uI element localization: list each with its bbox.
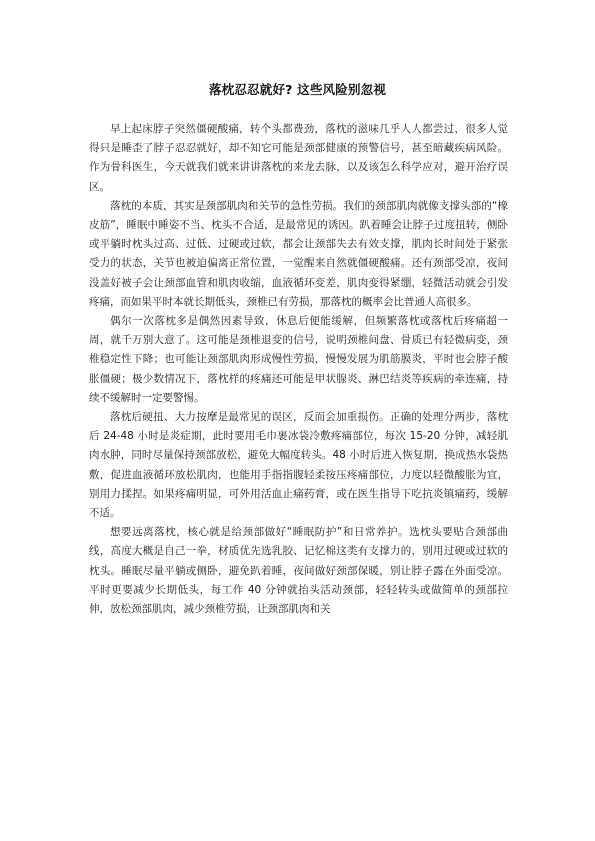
- article-body: [89, 120, 508, 619]
- paragraph-prevention: 想要远离落枕，核心就是给颈部做好“睡眠防护”和日常养护。选枕头要贴合颈部曲线，高度大概是自己一拳，材质优先选乳胶、记忆棉这类有支撑力的，别用过硬或过软的枕头。睡眠尽量平躺或侧卧，避免趴着睡，夜间做好颈部保暖，别让脖子露在外面受凉。平时更要减少长期低头，每工作 40 分钟就抬头活动颈部，轻轻转头或做简单的颈部拉伸，放松颈部肌肉，减少颈椎劳损，让颈部肌肉和关: [89, 526, 508, 616]
- paragraph-causes: 落枕的本质，其实是颈部肌肉和关节的急性劳损。我们的颈部肌肉就像支撑头部的“橡皮筋”，睡眠中睡姿不当、枕头不合适，是最常见的诱因。趴着睡会让脖子过度扭转，侧卧或平躺时枕头过高、过低、过硬或过软，都会让颈部失去有效支撑，肌肉长时间处于紧张受力的状态，关节也被迫偏离正常位置，一觉醒来自然就僵硬酸痛。还有颈部受凉，夜间没盖好被子会让颈部血管和肌肉收缩，血液循环变差，肌肉变得紧绷，轻微活动就会引发疼痛，而如果平时本就长期低头，颈椎已有劳损，那落枕的概率会比普通人高很多。: [89, 199, 508, 308]
- paragraph-intro: 早上起床脖子突然僵硬酸痛，转个头都费劲，落枕的滋味几乎人人都尝过，很多人觉得只是睡歪了脖子忍忍就好，却不知它可能是颈部健康的预警信号，甚至暗藏疾病风险。作为骨科医生，今天就我们就来讲讲落枕的来龙去脉，以及该怎么科学应对，避开治疗误区。: [89, 123, 508, 193]
- paragraph-risks: 偶尔一次落枕多是偶然因素导致，休息后便能缓解，但频繁落枕或落枕后疼痛超一周，就千万别大意了。这可能是颈椎退变的信号，说明颈椎间盘、骨质已有轻微病变，颈椎稳定性下降；也可能让颈部肌肉形成慢性劳损，慢慢发展为肌筋膜炎，平时也会脖子酸胀僵硬；极少数情况下，落枕样的疼痛还可能是甲状腺炎、淋巴结炎等疾病的牵连痛，持续不缓解时一定要警惕。: [89, 315, 508, 404]
- article-title: 落枕忍忍就好? 这些风险别忽视: [208, 82, 387, 97]
- paragraph-treatment: 落枕后硬扭、大力按摩是最常见的误区，反而会加重损伤。正确的处理分两步，落枕后 24-48 小时是炎症期，此时要用毛巾裹冰袋冷敷疼痛部位，每次 15-20 分钟，减轻肌肉水肿，同时尽量保持颈部放松，避免大幅度转头。48 小时后进入恢复期，换成热水袋热敷，促进血液循环放松肌肉，也能用手指指腹轻柔按压疼痛部位，力度以轻微酸胀为宜，别用力揉捏。如果疼痛明显，可外用活血止痛药膏，或在医生指导下吃抗炎镇痛药，缓解不适。: [89, 411, 508, 520]
